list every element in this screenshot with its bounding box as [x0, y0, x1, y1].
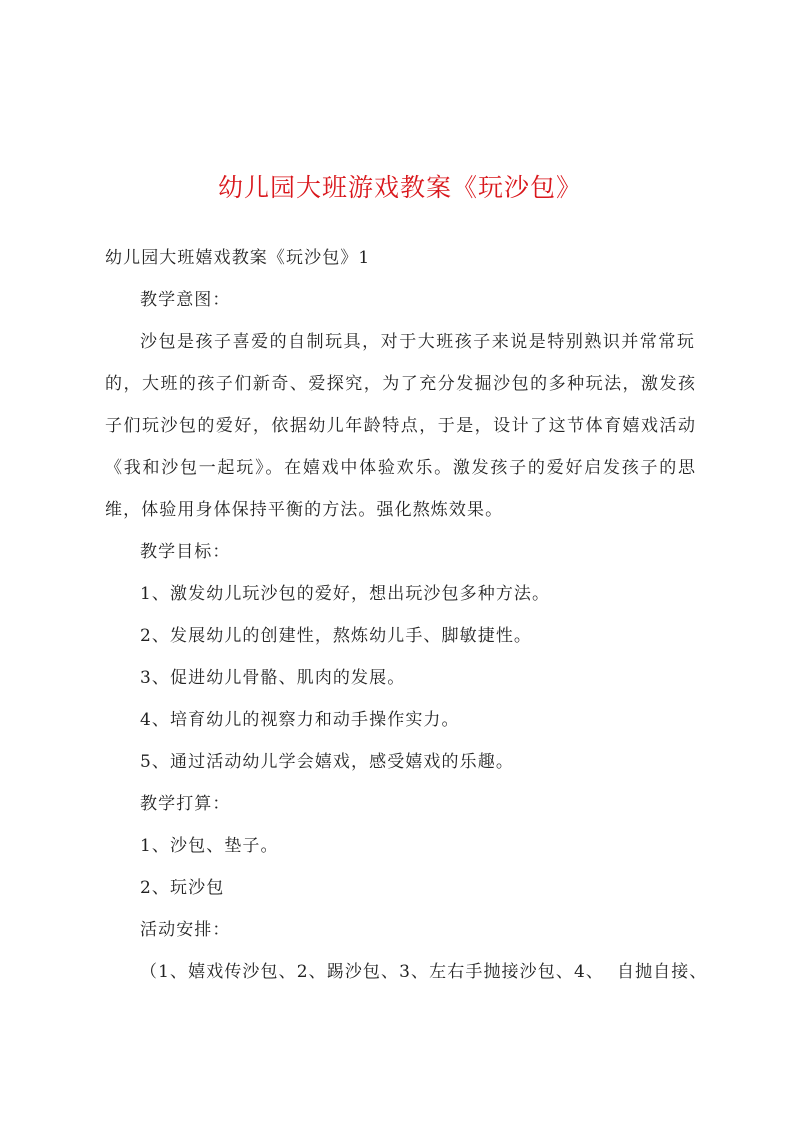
goals-heading: 教学目标：: [140, 542, 231, 562]
goal-item: 1、激发幼儿玩沙包的爱好，想出玩沙包多种方法。: [140, 584, 551, 604]
document-subtitle: 幼儿园大班嬉戏教案《玩沙包》1: [105, 248, 371, 268]
prep-heading: 教学打算：: [140, 794, 231, 814]
intent-paragraph-line: 的，大班的孩子们新奇、爱探究，为了充分发掘沙包的多种玩法，激发孩: [105, 374, 695, 394]
goal-item: 2、发展幼儿的创建性，熬炼幼儿手、脚敏捷性。: [140, 626, 533, 646]
goal-item: 3、促进幼儿骨骼、肌肉的发展。: [140, 668, 406, 688]
document-title: 幼儿园大班游戏教案《玩沙包》: [217, 173, 582, 202]
activity-heading: 活动安排：: [140, 920, 231, 940]
prep-item: 1、沙包、垫子。: [140, 836, 279, 856]
activity-line: （1、嬉戏传沙包、2、踢沙包、3、左右手抛接沙包、4、 自抛自接、: [140, 962, 708, 982]
intent-paragraph-line: 维，体验用身体保持平衡的方法。强化熬炼效果。: [105, 500, 504, 520]
intent-paragraph-line: 《我和沙包一起玩》。在嬉戏中体验欢乐。激发孩子的爱好启发孩子的思: [105, 458, 695, 478]
goal-item: 5、通过活动幼儿学会嬉戏，感受嬉戏的乐趣。: [140, 752, 514, 772]
intent-paragraph-line: 沙包是孩子喜爱的自制玩具，对于大班孩子来说是特别熟识并常常玩: [140, 332, 695, 352]
intent-heading: 教学意图：: [140, 290, 231, 310]
prep-item: 2、玩沙包: [140, 878, 225, 898]
goal-item: 4、培育幼儿的视察力和动手操作实力。: [140, 710, 460, 730]
intent-paragraph-line: 子们玩沙包的爱好，依据幼儿年龄特点，于是，设计了这节体育嬉戏活动: [105, 416, 695, 436]
